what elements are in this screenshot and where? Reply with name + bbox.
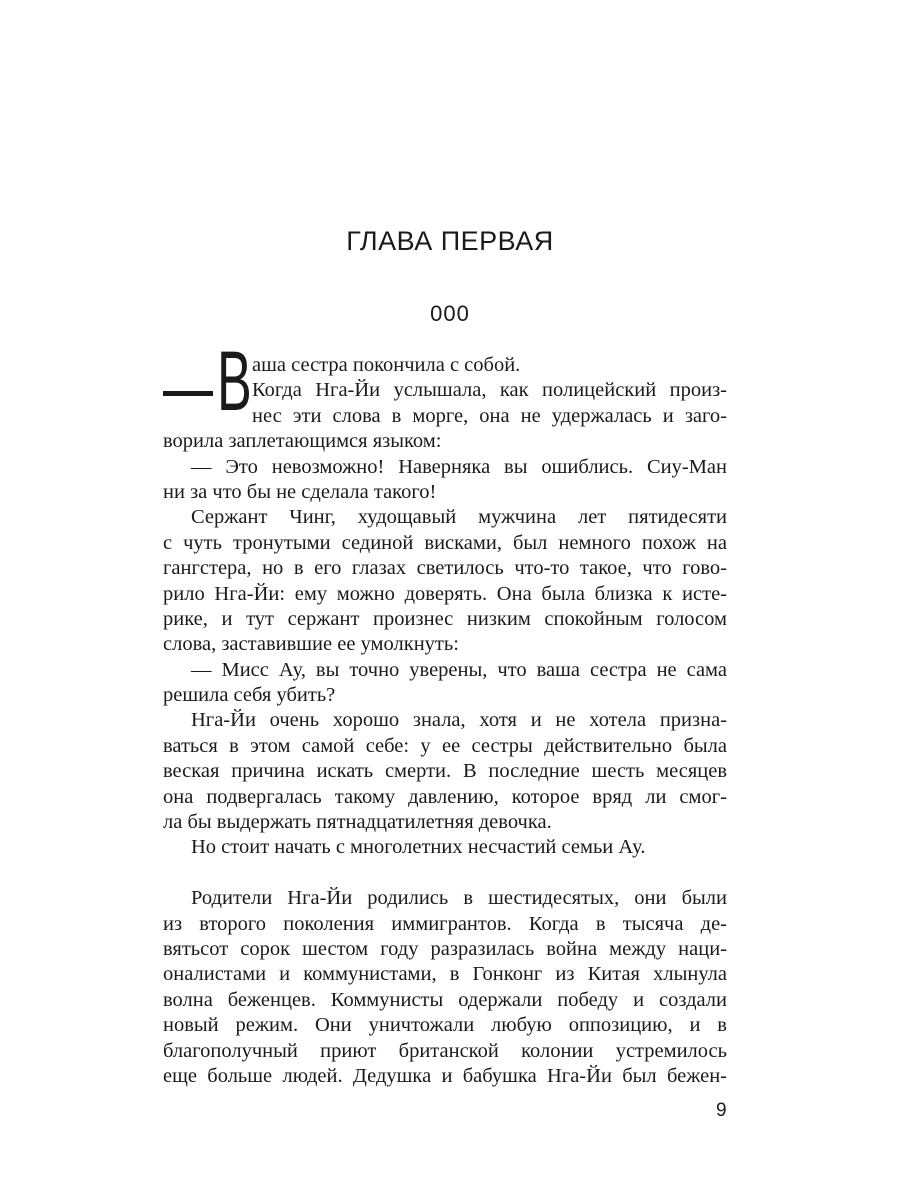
text-line: ваться в этом самой себе: у ее сестры действительно была	[163, 734, 727, 757]
text-line: решила себя убить?	[163, 684, 336, 707]
text-line: волна беженцев. Коммунисты одержали победу и создали	[163, 988, 727, 1011]
text-line: с чуть тронутыми сединой висками, был немного похож на	[163, 531, 727, 554]
text-line: слова, заставившие ее умолкнуть:	[163, 633, 459, 656]
text-line: она подвергалась такому давлению, которое вряд ли смог-	[163, 785, 727, 808]
text-line: рике, и тут сержант произнес низким спокойным голосом	[163, 607, 727, 630]
text-line: веская причина искать смерти. В последние шесть месяцев	[163, 760, 727, 783]
paragraph-gap	[163, 861, 727, 886]
text-line: ни за что бы не сделала такого!	[163, 480, 437, 503]
text-line: рило Нга-Йи: ему можно доверять. Она была близка к исте-	[163, 582, 727, 605]
text-line: гангстера, но в его глазах светилось что-то такое, что гово-	[163, 557, 727, 580]
text-line: вятьсот сорок шестом году разразилась война между наци-	[163, 937, 727, 960]
text-line: еще больше людей. Дедушка и бабушка Нга-Йи был бежен-	[163, 1064, 727, 1087]
text-line: Родители Нга-Йи родились в шестидесятых, они были	[191, 887, 727, 910]
text-line: ворила заплетающимся языком:	[163, 430, 442, 453]
text-line: — Мисс Ау, вы точно уверены, что ваша сестра не сама	[191, 658, 727, 681]
section-mark: 000	[430, 301, 470, 326]
text-line: благополучный приют британской колонии устремилось	[163, 1039, 727, 1062]
text-line: Нга-Йи очень хорошо знала, хотя и не хотела призна-	[191, 709, 727, 732]
text-line: оналистами и коммунистами, в Гонконг из Китая хлынула	[163, 963, 727, 986]
chapter-title: ГЛАВА ПЕРВАЯ	[346, 226, 554, 256]
text-line: Но стоит начать с многолетних несчастий семьи Ау.	[191, 836, 646, 859]
chapter-body	[163, 353, 727, 1089]
text-line: ла бы выдержать пятнадцатилетняя девочка.	[163, 811, 552, 834]
text-line: новый режим. Они уничтожали любую оппозицию, и в	[163, 1014, 727, 1037]
text-line: аша сестра покончила с собой.	[252, 354, 521, 376]
page-number: 9	[716, 1100, 727, 1121]
text-line: — Это невозможно! Наверняка вы ошиблись. Сиу-Ман	[191, 455, 727, 478]
text-line: из второго поколения иммигрантов. Когда в тысяча де-	[163, 912, 727, 935]
text-line: Когда Нга-Йи услышала, как полицейский произ-	[252, 379, 727, 402]
dropcap-letter: В	[217, 334, 252, 428]
text-line: Сержант Чинг, худощавый мужчина лет пятидесяти	[191, 506, 727, 529]
text-line: нес эти слова в морге, она не удержалась и заго-	[252, 404, 727, 427]
